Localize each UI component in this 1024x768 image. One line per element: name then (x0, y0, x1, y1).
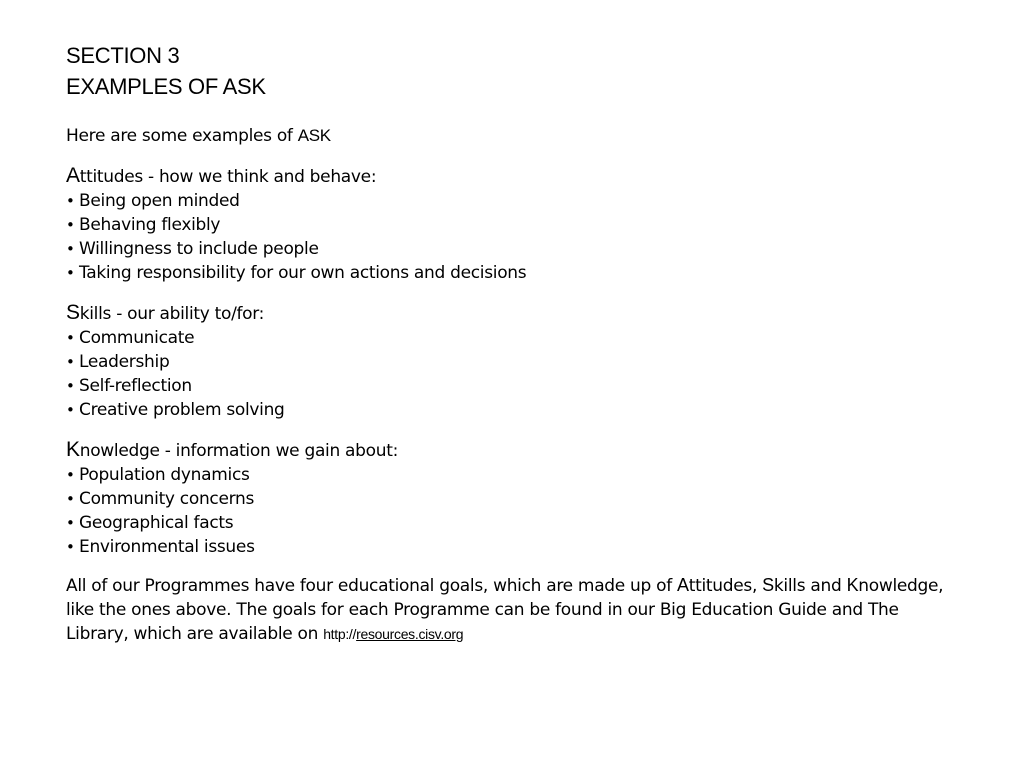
closing-text-1: All of our Programmes have four educational goals, which are made up of (66, 576, 678, 596)
bullet-icon: • (66, 490, 75, 508)
skills-section (66, 301, 966, 422)
list-item-text: Behaving flexibly (79, 215, 221, 235)
list-item-text: Taking responsibility for our own actions and decisions (79, 263, 527, 283)
knowledge-list (66, 463, 966, 559)
skills-title-initial: S (66, 301, 80, 324)
knowledge-section (66, 438, 966, 559)
list-item (66, 511, 966, 535)
list-item (66, 535, 966, 559)
list-item-text: Communicate (79, 328, 195, 348)
resources-link[interactable]: resources.cisv.org (356, 626, 464, 642)
list-item-text: Community concerns (79, 489, 255, 509)
attitudes-section (66, 164, 966, 285)
slide-content (66, 40, 966, 646)
attitudes-list (66, 189, 966, 285)
heading-line-1: SECTION 3 (66, 43, 180, 68)
bullet-icon: • (66, 401, 75, 419)
list-item-text: Self-reflection (79, 376, 192, 396)
list-item (66, 326, 966, 350)
list-item-text: Leadership (79, 352, 170, 372)
list-item (66, 213, 966, 237)
list-item (66, 261, 966, 285)
list-item-text: Creative problem solving (79, 400, 285, 420)
attitudes-title (66, 164, 966, 189)
list-item-text: Willingness to include people (79, 239, 319, 259)
closing-a-initial: A (677, 575, 689, 595)
skills-list (66, 326, 966, 422)
closing-text-3: kills and (773, 576, 847, 596)
closing-k-initial: K (846, 575, 859, 595)
bullet-icon: • (66, 514, 75, 532)
bullet-icon: • (66, 216, 75, 234)
knowledge-title (66, 438, 966, 463)
heading-line-2: EXAMPLES OF ASK (66, 74, 266, 99)
bullet-icon: • (66, 329, 75, 347)
section-heading (66, 40, 966, 102)
closing-text-4: nowledge, like the ones above. The goals for each Programme can be found in our Big Education Guide and The Library, which are available on (66, 576, 944, 644)
list-item-text: Geographical facts (79, 513, 234, 533)
knowledge-title-rest: nowledge - information we gain about: (79, 441, 399, 461)
list-item-text: Environmental issues (79, 537, 255, 557)
intro-lead: Here are some examples of (66, 126, 298, 146)
list-item-text: Being open minded (79, 191, 240, 211)
bullet-icon: • (66, 538, 75, 556)
bullet-icon: • (66, 240, 75, 258)
list-item (66, 487, 966, 511)
list-item (66, 463, 966, 487)
bullet-icon: • (66, 377, 75, 395)
link-protocol: http:// (323, 626, 357, 642)
list-item (66, 374, 966, 398)
list-item (66, 189, 966, 213)
bullet-icon: • (66, 192, 75, 210)
bullet-icon: • (66, 264, 75, 282)
attitudes-title-rest: ttitudes - how we think and behave: (79, 167, 377, 187)
closing-text-2: ttitudes, (688, 576, 763, 596)
closing-s-initial: S (762, 575, 774, 595)
knowledge-title-initial: K (66, 438, 80, 461)
list-item (66, 237, 966, 261)
list-item (66, 350, 966, 374)
bullet-icon: • (66, 353, 75, 371)
skills-title-rest: kills - our ability to/for: (79, 304, 265, 324)
list-item (66, 398, 966, 422)
skills-title (66, 301, 966, 326)
list-item-text: Population dynamics (79, 465, 250, 485)
intro-ask-emphasis: ASK (297, 126, 331, 145)
closing-paragraph (66, 573, 966, 646)
attitudes-title-initial: A (66, 164, 80, 187)
intro-text (66, 124, 966, 148)
bullet-icon: • (66, 466, 75, 484)
